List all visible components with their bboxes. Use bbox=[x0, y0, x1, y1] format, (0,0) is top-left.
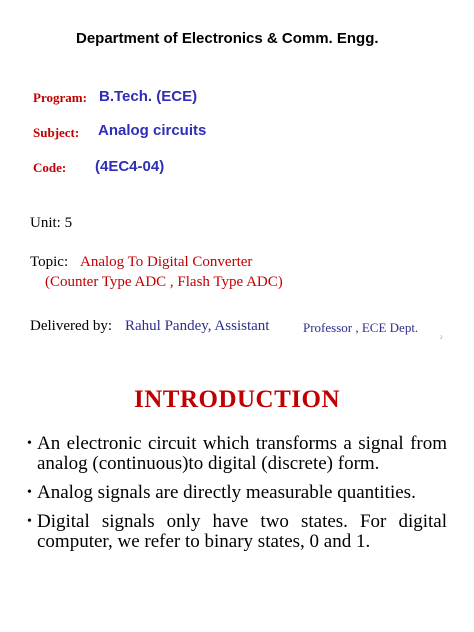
presenter-name: Rahul Pandey, Assistant bbox=[125, 318, 270, 334]
subject-label: Subject: bbox=[33, 125, 80, 140]
code-label: Code: bbox=[33, 160, 67, 175]
program-label: Program: bbox=[33, 90, 87, 105]
program-value: B.Tech. (ECE) bbox=[99, 88, 198, 105]
bullet-icon: • bbox=[27, 436, 32, 451]
bullet-icon: • bbox=[27, 514, 32, 529]
subject-value: Analog circuits bbox=[98, 122, 207, 139]
page-number: 2 bbox=[440, 336, 443, 341]
list-item: • An electronic circuit which transforms a signal from analog (continuous)to digital (discrete) form. bbox=[27, 433, 447, 474]
introduction-slide bbox=[0, 362, 474, 632]
department-heading: Department of Electronics & Comm. Engg. bbox=[76, 30, 379, 47]
list-item: • Digital signals only have two states. For digital computer, we refer to binary states, 0 and 1. bbox=[27, 511, 447, 552]
delivered-label: Delivered by: bbox=[30, 318, 113, 334]
topic-label: Topic: bbox=[30, 254, 69, 270]
slide-title: INTRODUCTION bbox=[133, 386, 341, 413]
topic-value: Analog To Digital Converter bbox=[80, 254, 253, 270]
list-item: • Analog signals are directly measurable quantities. bbox=[27, 482, 416, 503]
presenter-role: Professor , ECE Dept. bbox=[303, 320, 419, 335]
unit-text: Unit: 5 bbox=[30, 215, 73, 231]
code-value: (4EC4-04) bbox=[95, 158, 165, 175]
topic-subtitle: (Counter Type ADC , Flash Type ADC) bbox=[45, 274, 283, 290]
bullet-list bbox=[27, 434, 447, 561]
bullet-icon: • bbox=[27, 485, 32, 500]
